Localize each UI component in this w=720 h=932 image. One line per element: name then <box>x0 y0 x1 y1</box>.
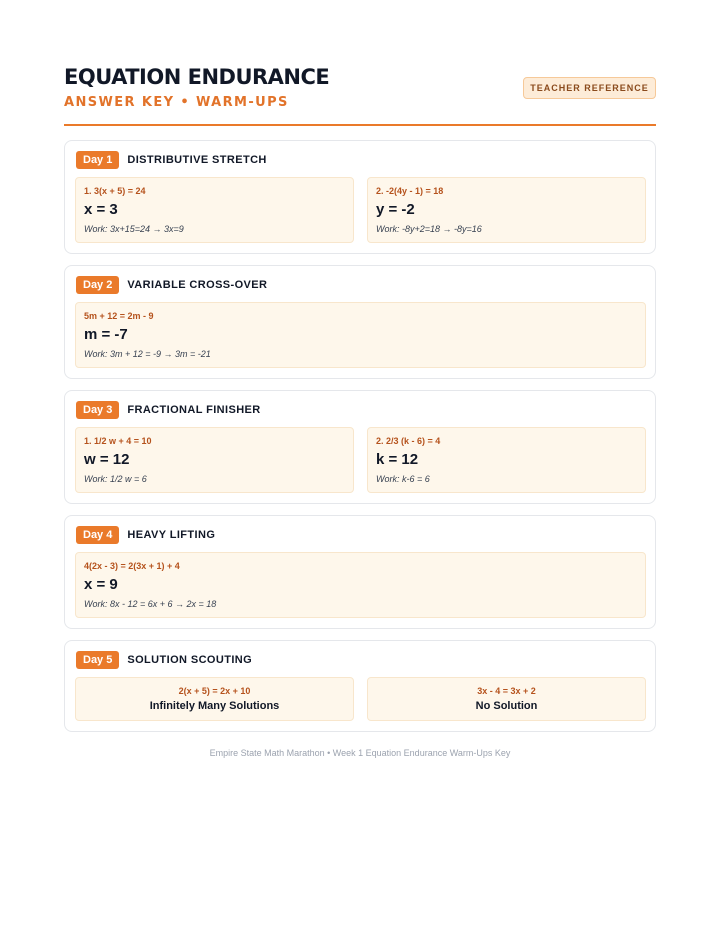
day-title: FRACTIONAL FINISHER <box>127 404 261 416</box>
day-2-card <box>64 265 656 379</box>
problem-answer: No Solution <box>475 700 538 712</box>
problem-question: 2. -2(4y - 1) = 18 <box>376 186 444 196</box>
day-title: DISTRIBUTIVE STRETCH <box>127 154 267 166</box>
problem-answer: m = -7 <box>84 326 128 343</box>
problem-box <box>75 677 354 721</box>
day-3-card <box>64 390 656 504</box>
day-badge: Day 3 <box>76 401 119 419</box>
problem-question: 1. 3(x + 5) = 24 <box>84 186 146 196</box>
problem-box <box>367 427 646 493</box>
problem-work: Work: 8x - 12 = 6x + 6 → 2x = 18 <box>84 599 217 609</box>
day-5-card <box>64 640 656 732</box>
problem-answer: k = 12 <box>376 451 419 468</box>
day-title: VARIABLE CROSS-OVER <box>127 279 268 291</box>
day-1-card <box>64 140 656 254</box>
problem-question: 2. 2/3 (k - 6) = 4 <box>376 436 441 446</box>
problem-answer: x = 9 <box>84 576 118 593</box>
problem-answer: x = 3 <box>84 201 118 218</box>
problem-box <box>367 677 646 721</box>
day-4-card <box>64 515 656 629</box>
day-3-header <box>76 401 261 419</box>
day-1-header <box>76 151 267 169</box>
day-badge: Day 2 <box>76 276 119 294</box>
problem-question: 4(2x - 3) = 2(3x + 1) + 4 <box>84 561 180 571</box>
problem-work: Work: 3m + 12 = -9 → 3m = -21 <box>84 349 211 359</box>
problem-box <box>75 552 646 618</box>
day-badge: Day 4 <box>76 526 119 544</box>
day-title: SOLUTION SCOUTING <box>127 654 253 666</box>
problem-work: Work: -8y+2=18 → -8y=16 <box>376 224 482 234</box>
day-4-header <box>76 526 215 544</box>
day-badge: Day 5 <box>76 651 119 669</box>
problem-work: Work: 1/2 w = 6 <box>84 474 147 484</box>
problem-answer: y = -2 <box>376 201 415 218</box>
problem-box <box>367 177 646 243</box>
day-2-header <box>76 276 267 294</box>
problem-box <box>75 177 354 243</box>
problem-box <box>75 427 354 493</box>
page-footer: Empire State Math Marathon • Week 1 Equation Endurance Warm-Ups Key <box>209 748 511 758</box>
problem-question: 2(x + 5) = 2x + 10 <box>178 686 251 696</box>
problem-answer: Infinitely Many Solutions <box>149 700 280 712</box>
page-title: EQUATION ENDURANCE <box>64 65 330 89</box>
problem-question: 5m + 12 = 2m - 9 <box>84 311 154 321</box>
problem-answer: w = 12 <box>84 451 130 468</box>
problem-work: Work: 3x+15=24 → 3x=9 <box>84 224 184 234</box>
problem-box <box>75 302 646 368</box>
day-title: HEAVY LIFTING <box>127 529 216 541</box>
day-5-header <box>76 651 252 669</box>
page-header <box>64 64 656 126</box>
day-badge: Day 1 <box>76 151 119 169</box>
page-subtitle: ANSWER KEY • WARM-UPS <box>64 95 289 110</box>
teacher-reference-badge: TEACHER REFERENCE <box>523 77 656 99</box>
problem-question: 3x - 4 = 3x + 2 <box>477 686 536 696</box>
problem-question: 1. 1/2 w + 4 = 10 <box>84 436 152 446</box>
problem-work: Work: k-6 = 6 <box>376 474 430 484</box>
